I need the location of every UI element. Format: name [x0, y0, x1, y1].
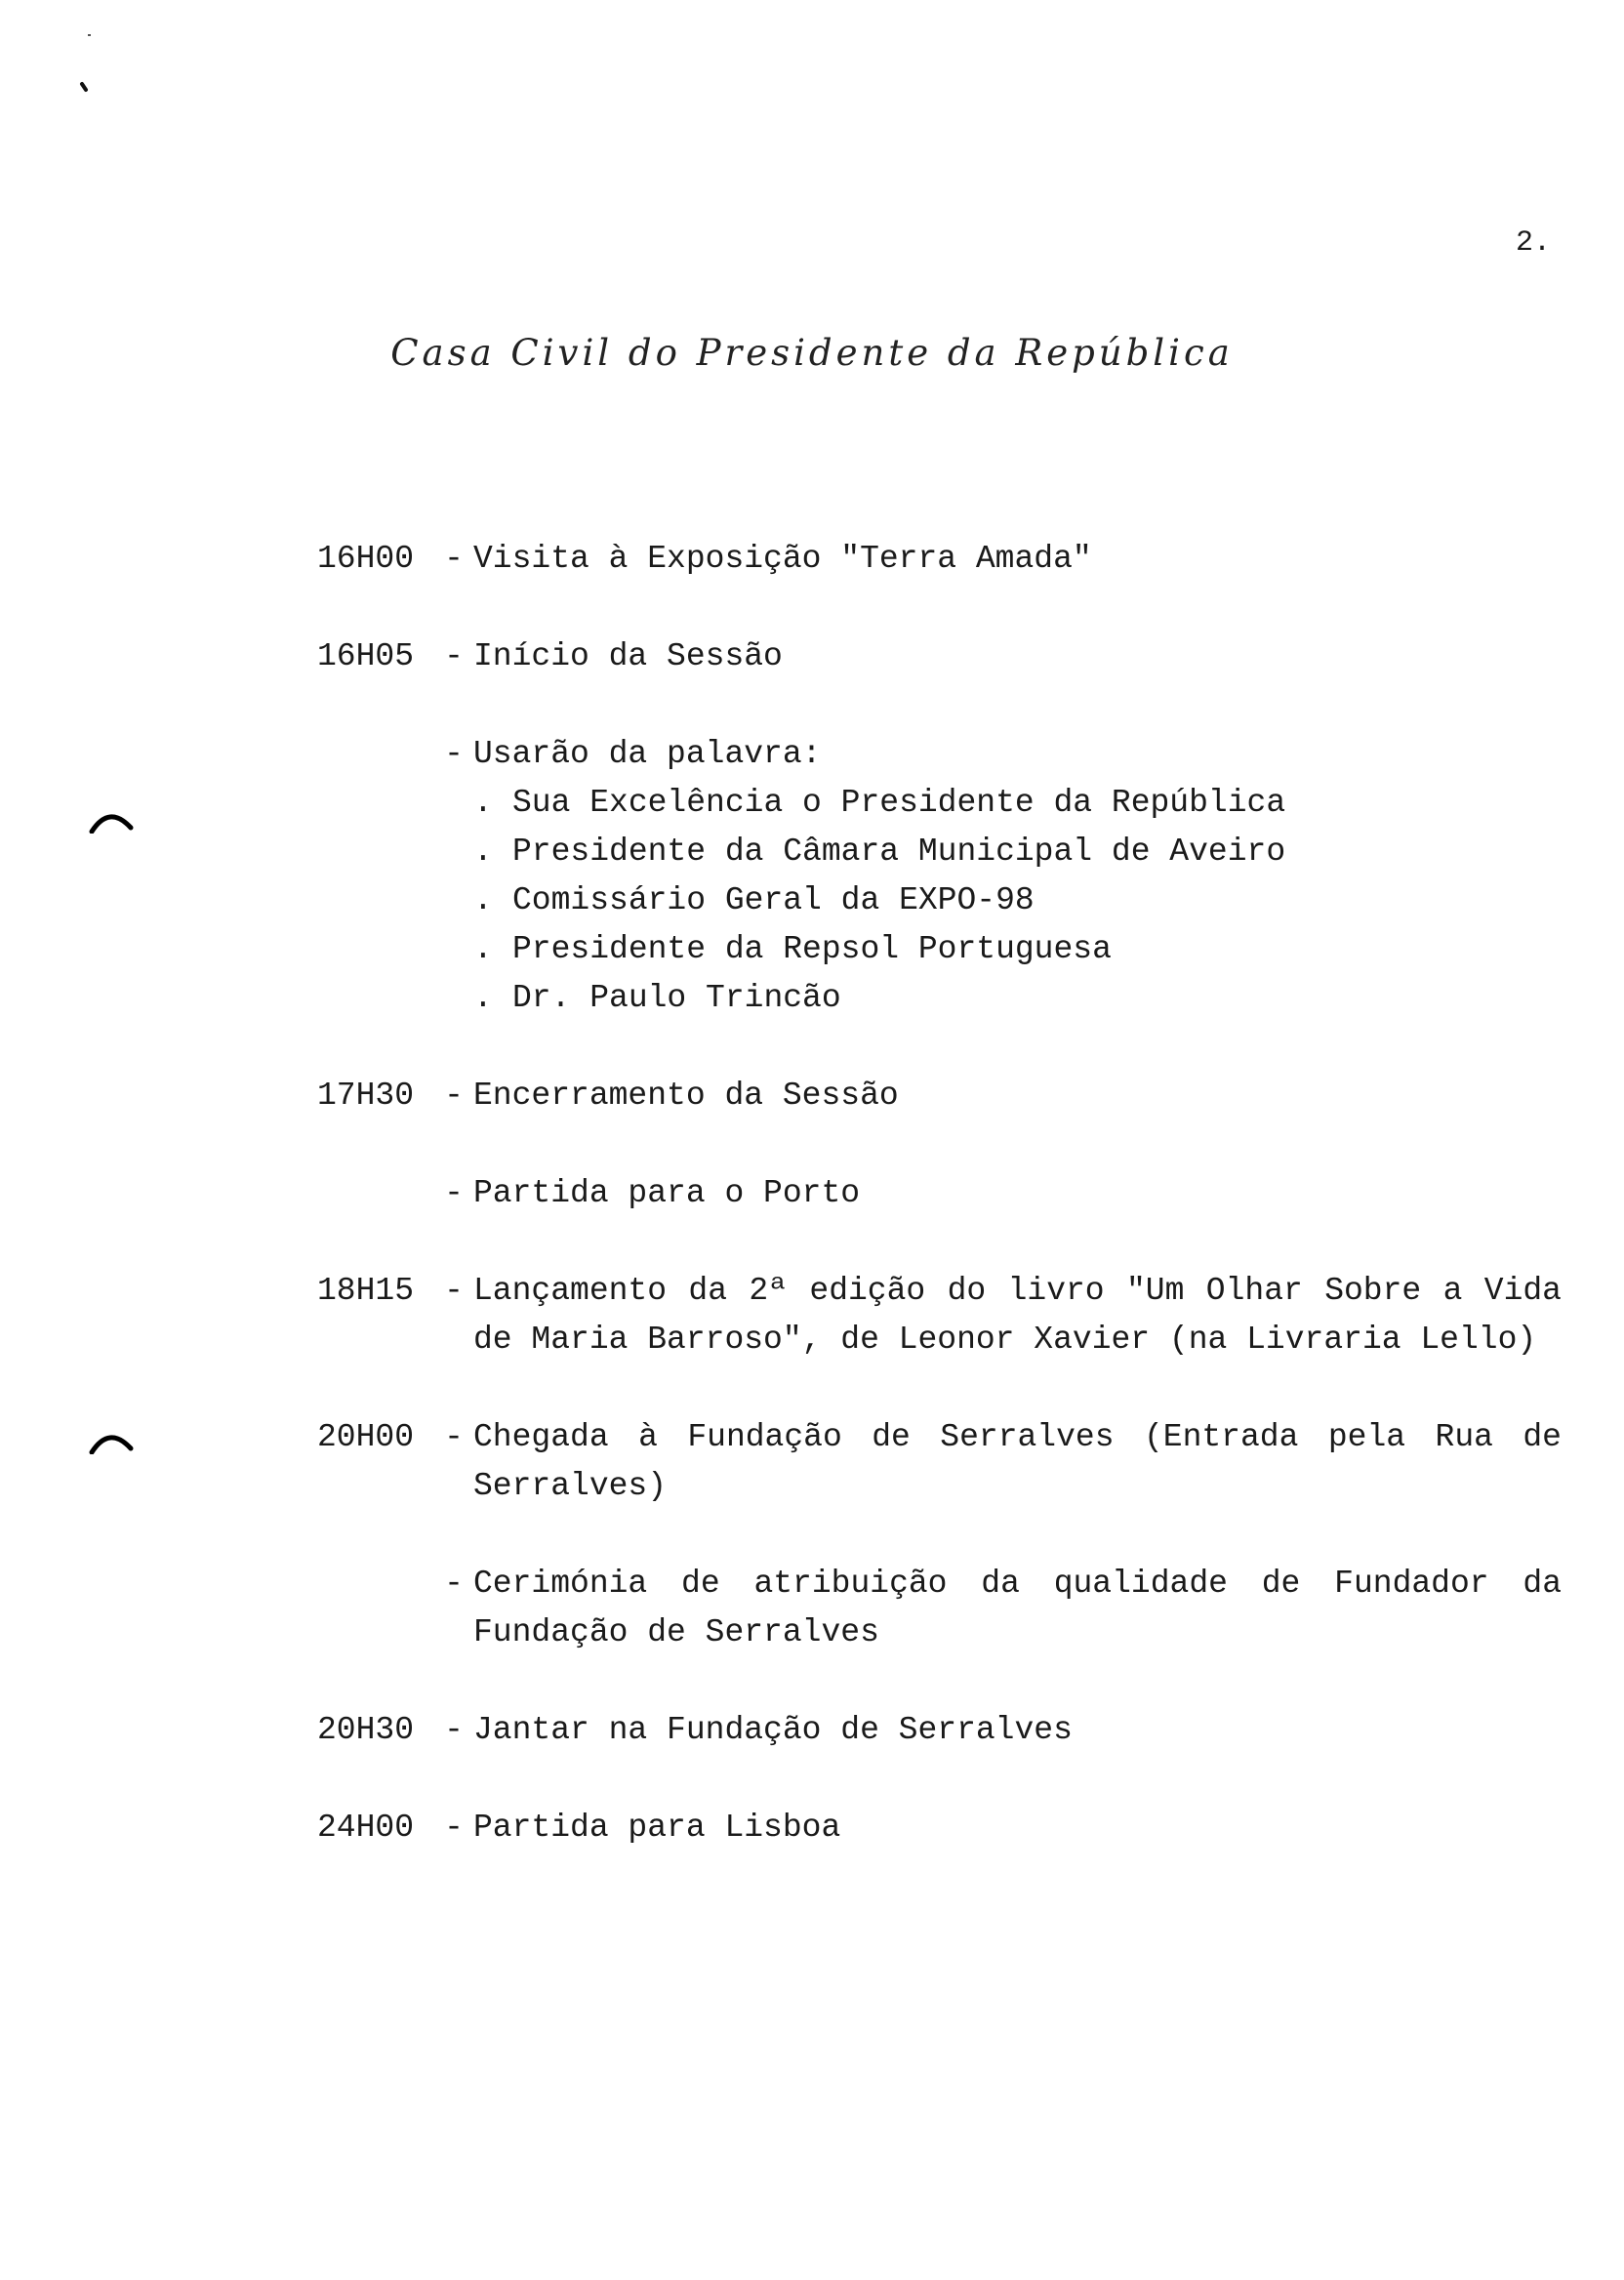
- schedule-entry: [317, 535, 1562, 584]
- schedule: [317, 535, 1562, 1901]
- bullet-dot: .: [473, 834, 493, 870]
- schedule-entry: [317, 1072, 1562, 1120]
- punch-hole-mark: [88, 1431, 135, 1454]
- entry-time: 20H00: [317, 1419, 415, 1455]
- entry-text: Início da Sessão: [473, 638, 783, 674]
- entry-text: Partida para o Porto: [473, 1175, 861, 1211]
- scan-speck: [78, 29, 98, 98]
- entry-dash: -: [444, 541, 464, 577]
- list-item: [473, 974, 1562, 1023]
- entry-dash: -: [444, 1810, 464, 1846]
- entry-time: 17H30: [317, 1078, 415, 1114]
- entry-dash: -: [444, 638, 464, 674]
- bullet-dot: .: [473, 785, 493, 821]
- entry-text: Cerimónia de atribuição da qualidade de Fundador da Fundação de Serralves: [473, 1566, 1562, 1650]
- speaker-name: Presidente da Câmara Municipal de Aveiro: [512, 834, 1286, 870]
- speaker-name: Sua Excelência o Presidente da República: [512, 785, 1286, 821]
- bullet-dot: .: [473, 931, 493, 967]
- entry-dash: -: [444, 1175, 464, 1211]
- entry-dash: -: [444, 736, 464, 772]
- entry-text: Chegada à Fundação de Serralves (Entrada pela Rua de Serralves): [473, 1419, 1562, 1504]
- bullet-dot: .: [473, 980, 493, 1016]
- entry-time: 18H15: [317, 1273, 415, 1309]
- entry-text: Encerramento da Sessão: [473, 1078, 899, 1114]
- list-item: [473, 925, 1562, 974]
- speaker-name: Dr. Paulo Trincão: [512, 980, 841, 1016]
- schedule-entry: [317, 1804, 1562, 1852]
- entry-text: Lançamento da 2ª edição do livro "Um Olhar Sobre a Vida de Maria Barroso", de Leonor Xavier (na Livraria Lello): [473, 1273, 1562, 1358]
- entry-dash: -: [444, 1419, 464, 1455]
- entry-time: 24H00: [317, 1810, 415, 1846]
- list-item: [473, 779, 1562, 828]
- page-number: 2.: [1515, 226, 1551, 260]
- entry-time: 16H05: [317, 638, 415, 674]
- schedule-entry: [317, 1706, 1562, 1755]
- entry-text-block: [473, 730, 1562, 1023]
- speaker-list: [473, 779, 1562, 1023]
- entry-dash: -: [444, 1273, 464, 1309]
- entry-text: Partida para Lisboa: [473, 1810, 841, 1846]
- schedule-entry: [317, 1169, 1562, 1218]
- punch-hole-mark: [88, 810, 135, 834]
- schedule-entry: [317, 1560, 1562, 1657]
- list-item: [473, 828, 1562, 876]
- entry-dash: -: [444, 1566, 464, 1602]
- entry-text: Usarão da palavra:: [473, 736, 822, 772]
- entry-text: Visita à Exposição "Terra Amada": [473, 541, 1092, 577]
- schedule-entry: [317, 730, 1562, 1023]
- schedule-entry: [317, 1267, 1562, 1364]
- entry-text: Jantar na Fundação de Serralves: [473, 1712, 1073, 1748]
- entry-dash: -: [444, 1078, 464, 1114]
- speaker-name: Comissário Geral da EXPO-98: [512, 882, 1035, 918]
- schedule-entry: [317, 1413, 1562, 1511]
- bullet-dot: .: [473, 882, 493, 918]
- list-item: [473, 876, 1562, 925]
- letterhead: Casa Civil do Presidente da República: [390, 332, 1234, 374]
- entry-time: 16H00: [317, 541, 415, 577]
- entry-dash: -: [444, 1712, 464, 1748]
- entry-time: 20H30: [317, 1712, 415, 1748]
- speaker-name: Presidente da Repsol Portuguesa: [512, 931, 1112, 967]
- schedule-entry: [317, 632, 1562, 681]
